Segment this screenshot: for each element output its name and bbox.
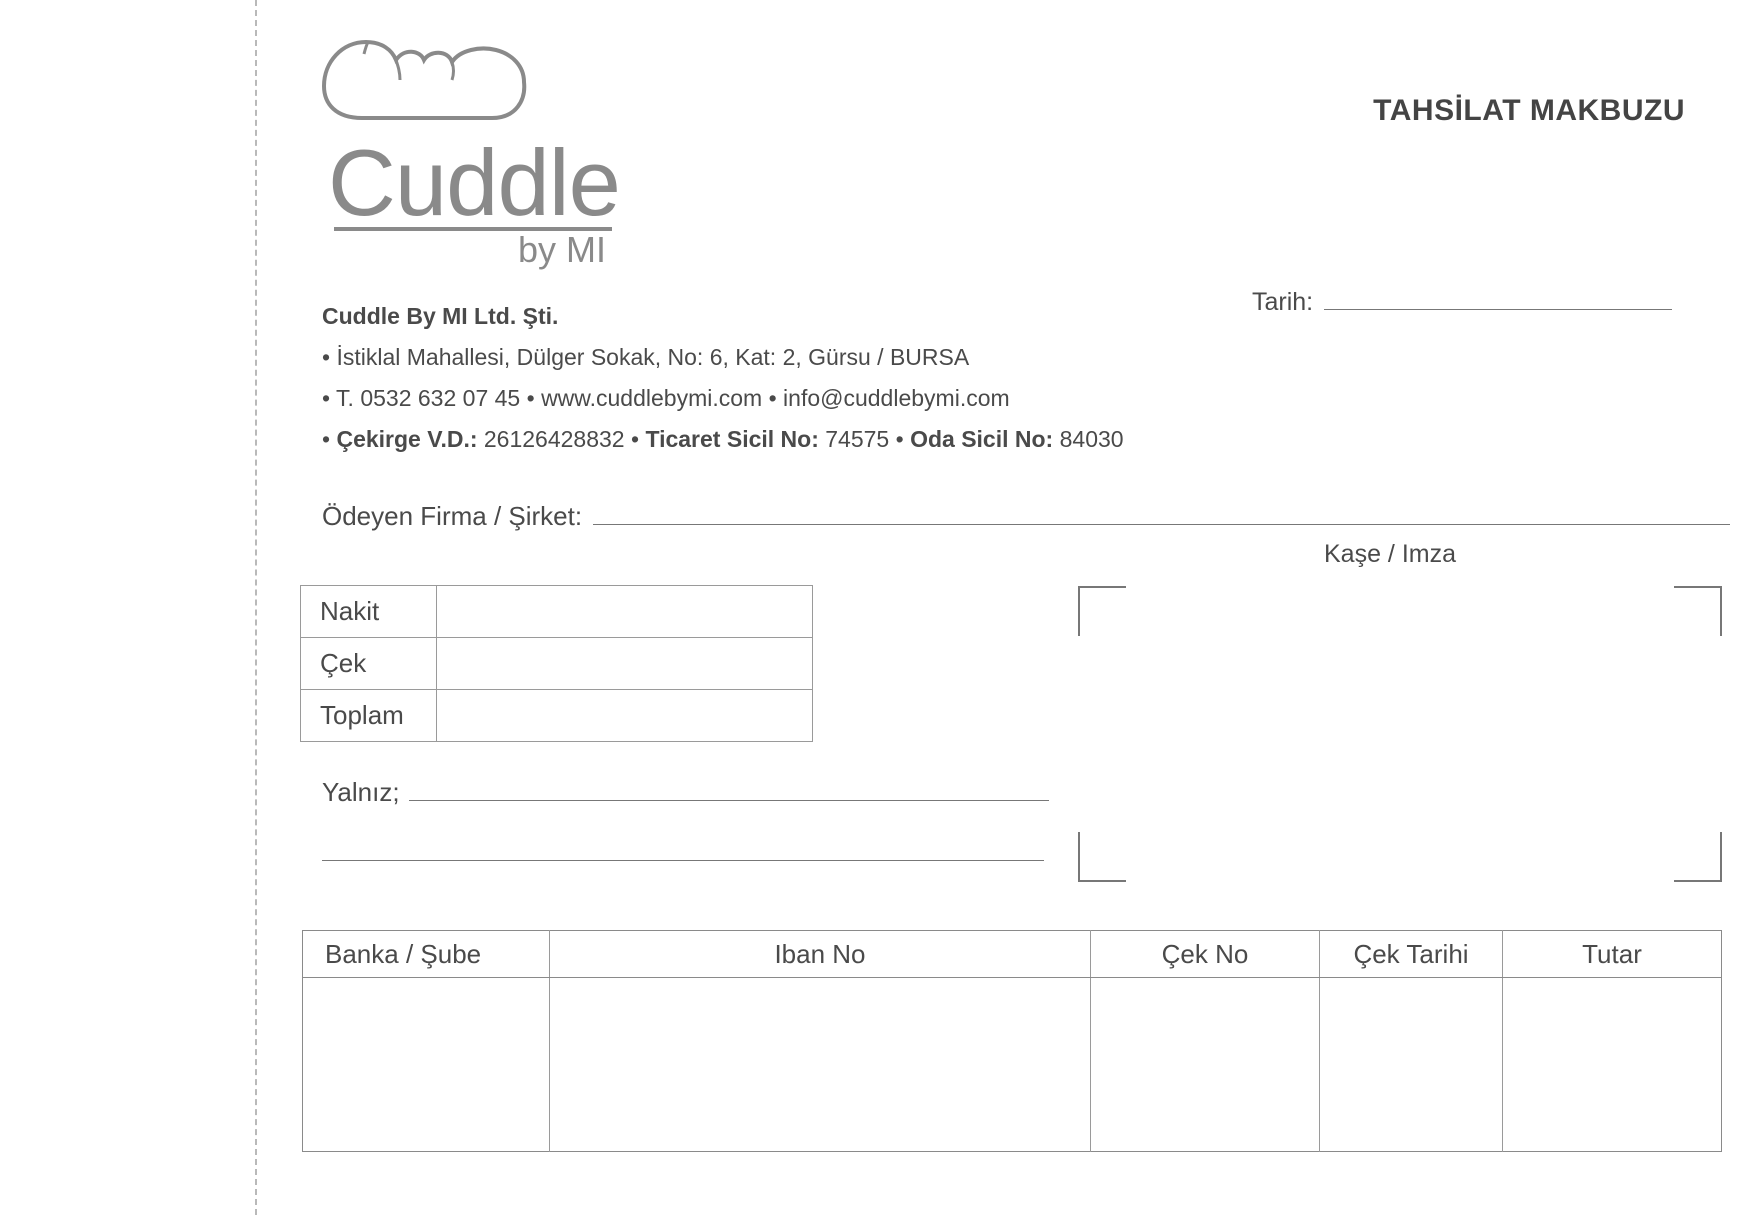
document-title: TAHSİLAT MAKBUZU [1373, 94, 1685, 127]
payer-field [322, 500, 1730, 532]
amount-in-words-line-2[interactable] [322, 860, 1044, 861]
logo-byline: by MI [518, 229, 607, 270]
payer-label: Ödeyen Firma / Şirket: [322, 501, 583, 531]
tax-number: 26126428832 [483, 426, 625, 452]
column-header: Çek Tarihi [1320, 931, 1503, 978]
corner-mark [1674, 832, 1722, 882]
cheque-table-body-row [303, 978, 1722, 1152]
cheque-number-cell[interactable] [1091, 978, 1320, 1152]
column-header: Tutar [1503, 931, 1722, 978]
amount-cell[interactable] [1503, 978, 1722, 1152]
company-registry-line [322, 419, 1124, 460]
tax-office-label: Çekirge V.D.: [336, 426, 478, 452]
company-logo [320, 36, 620, 276]
company-email: info@cuddlebymi.com [783, 385, 1010, 411]
company-contact-line [322, 378, 1124, 419]
company-website: www.cuddlebymi.com [541, 385, 763, 411]
bullet: • [322, 385, 331, 411]
date-input-line[interactable] [1324, 287, 1672, 310]
corner-mark [1674, 586, 1722, 636]
stamp-signature-area[interactable] [1078, 586, 1722, 882]
bullet: • [768, 385, 777, 411]
amount-label: Nakit [301, 586, 437, 638]
bullet: • [526, 385, 535, 411]
cheque-details-table [302, 930, 1722, 1152]
logo-brand-text: Cuddle [328, 130, 620, 235]
company-phone: T. 0532 632 07 45 [336, 385, 521, 411]
trade-registry-number: 74575 [825, 426, 890, 452]
amount-row-total [301, 690, 813, 742]
amounts-table [300, 585, 813, 742]
company-address: İstiklal Mahallesi, Dülger Sokak, No: 6, Kat: 2, Gürsu / BURSA [336, 344, 970, 370]
company-info [322, 296, 1124, 460]
amount-cash-value[interactable] [436, 586, 812, 638]
company-name: Cuddle By MI Ltd. Şti. [322, 303, 559, 329]
chamber-registry-label: Oda Sicil No: [910, 426, 1054, 452]
chamber-registry-number: 84030 [1059, 426, 1124, 452]
perforation-line [255, 0, 257, 1215]
corner-mark [1078, 832, 1126, 882]
column-header: Iban No [550, 931, 1091, 978]
cloud-icon [320, 36, 580, 132]
amount-row-cheque [301, 638, 813, 690]
amount-in-words-label: Yalnız; [322, 777, 400, 807]
stamp-signature-label: Kaşe / Imza [1324, 540, 1456, 568]
bullet: • [322, 344, 331, 370]
trade-registry-label: Ticaret Sicil No: [645, 426, 819, 452]
bullet: • [631, 426, 640, 452]
bullet: • [322, 426, 331, 452]
payer-input-line[interactable] [593, 500, 1730, 525]
cheque-table-header [303, 931, 1722, 978]
iban-cell[interactable] [550, 978, 1091, 1152]
column-header: Çek No [1091, 931, 1320, 978]
corner-mark [1078, 586, 1126, 636]
date-label: Tarih: [1252, 288, 1314, 316]
amount-row-cash [301, 586, 813, 638]
amount-cheque-value[interactable] [436, 638, 812, 690]
company-address-line [322, 337, 1124, 378]
amount-label: Toplam [301, 690, 437, 742]
bank-branch-cell[interactable] [303, 978, 550, 1152]
amount-in-words-line[interactable] [409, 776, 1049, 801]
bullet: • [895, 426, 904, 452]
column-header: Banka / Şube [303, 931, 550, 978]
date-field [1252, 287, 1672, 317]
cheque-date-cell[interactable] [1320, 978, 1503, 1152]
amount-in-words-field [322, 776, 1049, 808]
amount-label: Çek [301, 638, 437, 690]
amount-total-value[interactable] [436, 690, 812, 742]
